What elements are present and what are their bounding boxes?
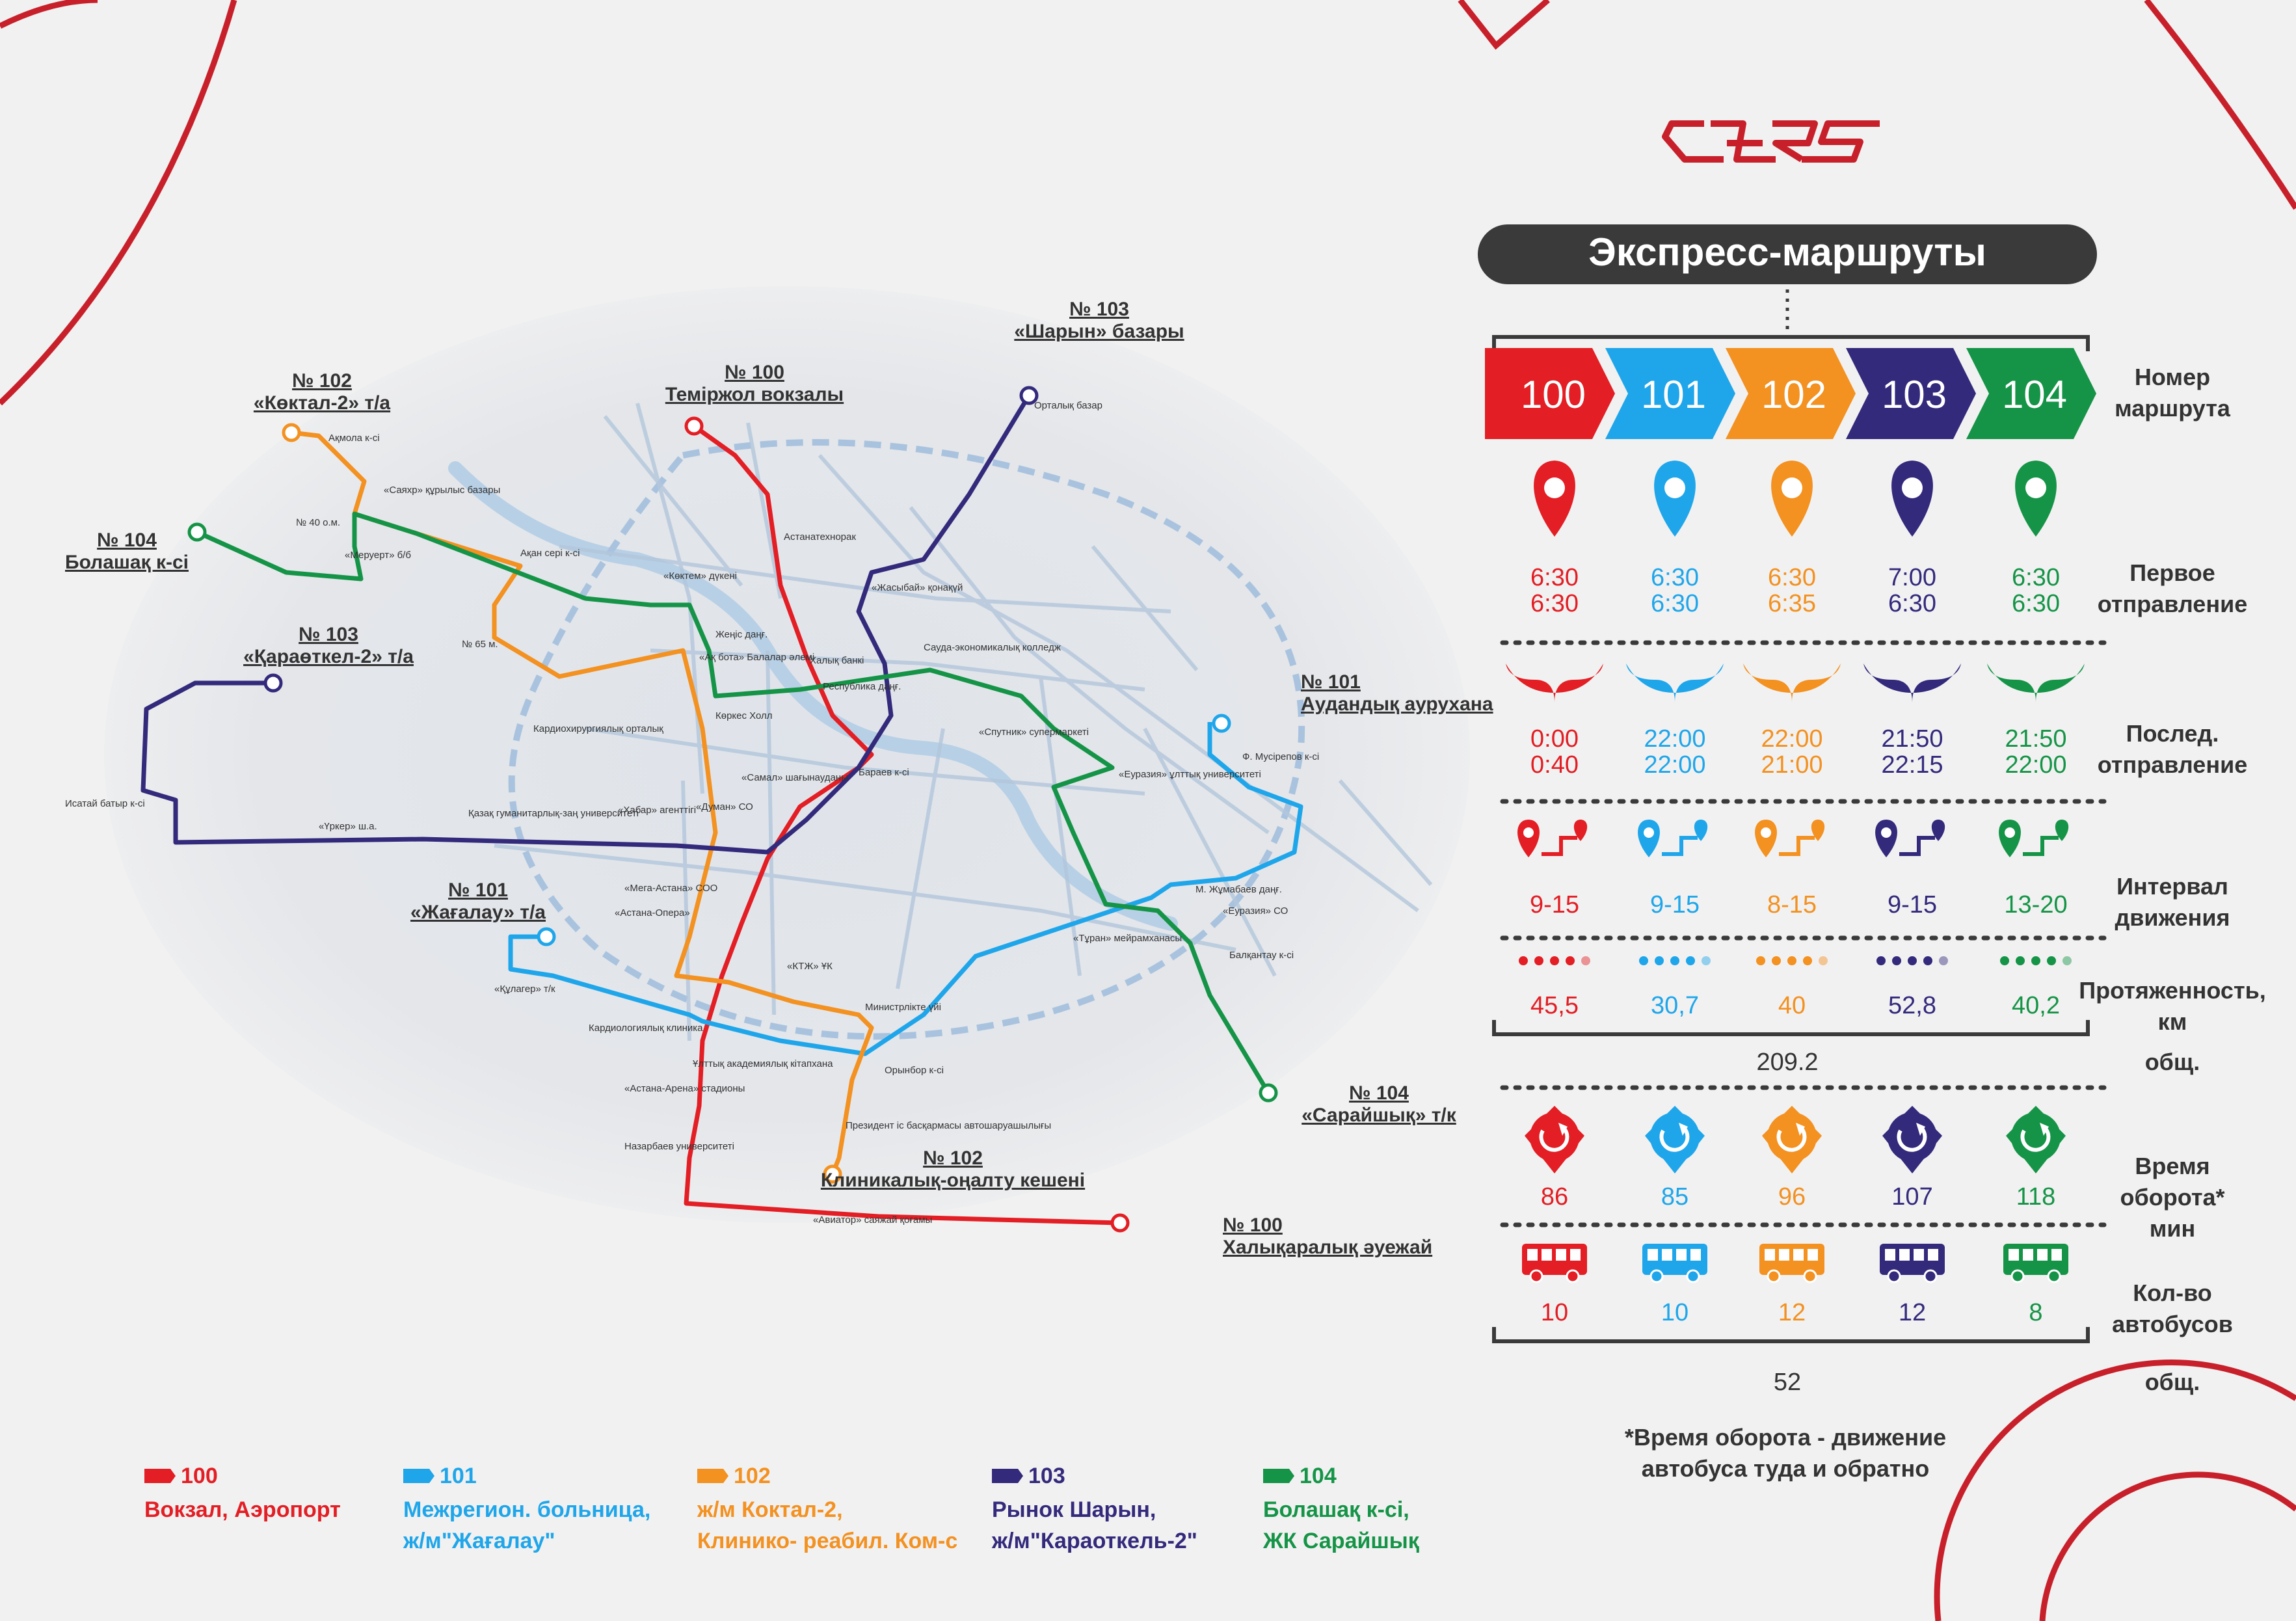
svg-text:21:00: 21:00 bbox=[1761, 751, 1823, 779]
row-label bbox=[2079, 977, 2265, 1035]
route-number-chevron[interactable] bbox=[1605, 348, 1735, 439]
header-pill bbox=[1478, 224, 2097, 332]
first-departure-times bbox=[1888, 564, 1936, 617]
terminal-label bbox=[254, 370, 390, 414]
stop-label: Халық банкі bbox=[810, 655, 864, 666]
svg-text:102: 102 bbox=[1761, 373, 1827, 416]
row-label bbox=[2098, 559, 2247, 617]
svg-text:отправление: отправление bbox=[2097, 591, 2248, 617]
terminal-route-number: № 103 bbox=[1069, 299, 1129, 320]
svg-text:автобусов: автобусов bbox=[2112, 1311, 2233, 1337]
bus-icon bbox=[2003, 1244, 2068, 1282]
total-length-value: 209.2 bbox=[1756, 1049, 1819, 1076]
last-departure-icon bbox=[1743, 663, 1841, 703]
terminal-100-airport[interactable] bbox=[1112, 1215, 1128, 1231]
stop-label: «Мега-Астана» СОО bbox=[624, 883, 718, 894]
stop-label: Президент іс басқармасы автошаруашылығы bbox=[846, 1120, 1052, 1131]
svg-text:103: 103 bbox=[1028, 1464, 1065, 1488]
stop-label: «Саяхр» құрылыс базары bbox=[384, 485, 501, 496]
last-departure-times bbox=[1644, 725, 1705, 779]
page-title: Экспресс-маршруты bbox=[1588, 230, 1986, 274]
stop-label: Бараев к-сі bbox=[859, 767, 909, 778]
terminal-100-station[interactable] bbox=[686, 418, 702, 434]
terminal-route-number: № 104 bbox=[97, 529, 157, 551]
turnaround-value: 107 bbox=[1891, 1183, 1933, 1211]
last-departure-icon bbox=[1863, 663, 1961, 703]
stop-label: Ф. Мусірепов к-сі bbox=[1242, 751, 1320, 762]
last-departure-icon bbox=[1506, 663, 1603, 703]
bus-count-value: 10 bbox=[1540, 1299, 1569, 1326]
last-departure-times bbox=[1881, 725, 1943, 779]
stop-label: Балқантау к-сі bbox=[1229, 950, 1294, 961]
stop-label: Назарбаев университеті bbox=[624, 1141, 734, 1152]
turnaround-value: 86 bbox=[1540, 1183, 1569, 1211]
svg-text:101: 101 bbox=[440, 1464, 477, 1488]
svg-text:автобуса туда и обратно: автобуса туда и обратно bbox=[1641, 1455, 1930, 1482]
location-pin-icon bbox=[1534, 461, 1575, 537]
terminal-name: Клиникалық-оңалту кешені bbox=[820, 1170, 1086, 1191]
svg-text:6:30: 6:30 bbox=[2012, 564, 2060, 591]
turnaround-icon bbox=[2006, 1106, 2066, 1173]
location-pin-icon bbox=[1891, 461, 1933, 537]
stop-label: № 65 м. bbox=[462, 639, 498, 650]
stop-label: «Хабар» агенттігі bbox=[618, 805, 697, 816]
length-dots-icon bbox=[1639, 956, 1711, 965]
stop-label: «Көктем» дүкені bbox=[663, 570, 737, 582]
bus-bracket bbox=[1494, 1327, 2088, 1341]
last-departure-icon bbox=[1626, 663, 1724, 703]
location-pin-icon bbox=[1771, 461, 1813, 537]
route-number-chevron[interactable] bbox=[1726, 348, 1856, 439]
svg-text:6:30: 6:30 bbox=[2012, 590, 2060, 617]
svg-text:6:30: 6:30 bbox=[1888, 590, 1936, 617]
stop-label: Көркес Холл bbox=[715, 710, 773, 721]
turnaround-value: 96 bbox=[1778, 1183, 1806, 1211]
bus-count-value: 10 bbox=[1661, 1299, 1689, 1326]
stop-label: Орынбор к-сі bbox=[885, 1065, 944, 1076]
turnaround-icon bbox=[1645, 1106, 1705, 1173]
legend-item bbox=[991, 1464, 1197, 1553]
terminal-name: Аудандық аурухана bbox=[1301, 693, 1493, 715]
terminal-route-number: № 100 bbox=[1223, 1214, 1283, 1236]
svg-text:мин: мин bbox=[2149, 1215, 2196, 1242]
legend-item bbox=[403, 1464, 650, 1553]
row-label bbox=[2098, 720, 2247, 778]
terminal-name: Болашақ к-сі bbox=[65, 552, 189, 573]
turnaround-value: 118 bbox=[2016, 1183, 2056, 1211]
stop-label: Орталық базар bbox=[1034, 400, 1102, 411]
interval-value: 13-20 bbox=[2004, 891, 2068, 918]
terminal-label bbox=[1223, 1214, 1432, 1258]
legend-chevron-icon bbox=[1263, 1469, 1294, 1483]
route-stats-table bbox=[1485, 337, 2266, 1482]
last-departure-times bbox=[1761, 725, 1822, 779]
svg-text:Номер: Номер bbox=[2134, 364, 2211, 390]
route-interval-icon bbox=[1875, 820, 1945, 857]
svg-text:6:30: 6:30 bbox=[1651, 564, 1699, 591]
svg-text:Кол-во: Кол-во bbox=[2133, 1279, 2212, 1306]
stop-label: «Астана-Опера» bbox=[615, 907, 690, 918]
svg-text:*Время оборота - движение: *Время оборота - движение bbox=[1624, 1424, 1947, 1451]
location-pin-icon bbox=[1654, 461, 1696, 537]
svg-text:22:00: 22:00 bbox=[1644, 751, 1706, 779]
svg-text:Первое: Первое bbox=[2129, 559, 2215, 586]
route-interval-icon bbox=[1755, 820, 1824, 857]
terminal-route-number: № 100 bbox=[725, 362, 784, 383]
bus-icon bbox=[1759, 1244, 1824, 1282]
terminal-name: «Көктал-2» т/а bbox=[253, 392, 391, 414]
stop-label: «Авиатор» саяжай қоғамы bbox=[813, 1214, 933, 1226]
svg-text:104: 104 bbox=[2001, 373, 2068, 416]
terminal-name: «Қараөткел-2» т/а bbox=[243, 646, 414, 667]
stop-label: «Құлагер» т/к bbox=[494, 984, 555, 995]
stop-label: «Жасыбай» қонақүй bbox=[872, 582, 963, 593]
terminal-route-number: № 102 bbox=[923, 1147, 983, 1169]
svg-text:Время: Время bbox=[2135, 1153, 2210, 1179]
terminal-name: «Шарын» базары bbox=[1014, 321, 1184, 342]
bus-count-value: 8 bbox=[2029, 1299, 2043, 1326]
length-value: 40,2 bbox=[2012, 992, 2060, 1019]
stop-label: Исатай батыр к-сі bbox=[65, 798, 145, 809]
stop-label: Кардиохирургиялық орталық bbox=[533, 723, 663, 734]
turnaround-value: 85 bbox=[1661, 1183, 1689, 1211]
bus-icon bbox=[1522, 1244, 1587, 1282]
row-label bbox=[2112, 1279, 2233, 1337]
svg-text:км: км bbox=[2157, 1008, 2187, 1035]
total-buses-value: 52 bbox=[1773, 1369, 1802, 1396]
stop-label: Қазақ гуманитарлық-заң университеті bbox=[468, 808, 639, 819]
svg-text:103: 103 bbox=[1881, 373, 1947, 416]
terminal-name: «Жағалау» т/а bbox=[410, 902, 546, 923]
stop-label: Жеңіс даңғ. bbox=[715, 629, 768, 640]
first-departure-times bbox=[1651, 564, 1699, 617]
svg-text:Интервал: Интервал bbox=[2116, 873, 2228, 900]
bus-icon bbox=[1880, 1244, 1945, 1282]
turnaround-icon bbox=[1762, 1106, 1822, 1173]
route-interval-icon bbox=[1999, 820, 2068, 857]
stop-label: «Ақ бота» Балалар әлемі bbox=[699, 652, 815, 663]
length-dots-icon bbox=[1756, 956, 1828, 965]
total-length-label: общ. bbox=[2144, 1049, 2200, 1075]
terminal-104-saraishyk[interactable] bbox=[1261, 1085, 1276, 1101]
stop-label: «Еуразия» СО bbox=[1223, 905, 1288, 917]
svg-text:0:40: 0:40 bbox=[1530, 751, 1579, 779]
row-label bbox=[2115, 364, 2231, 422]
bus-icon bbox=[1642, 1244, 1707, 1282]
terminal-101-hospital[interactable] bbox=[1214, 716, 1229, 731]
terminal-name: «Сарайшық» т/к bbox=[1302, 1105, 1456, 1126]
legend-item bbox=[144, 1464, 341, 1522]
route-legend bbox=[144, 1464, 1420, 1553]
stop-label: Ақмола к-сі bbox=[328, 433, 380, 444]
stop-label: «Үркер» ш.а. bbox=[319, 821, 377, 832]
svg-text:Послед.: Послед. bbox=[2126, 720, 2219, 747]
interval-value: 8-15 bbox=[1767, 891, 1817, 918]
svg-text:6:30: 6:30 bbox=[1530, 590, 1579, 617]
stop-label: Ақан серi к-сі bbox=[520, 548, 580, 559]
svg-text:22:00: 22:00 bbox=[1761, 725, 1823, 753]
turnaround-icon bbox=[1525, 1106, 1584, 1173]
terminal-route-number: № 104 bbox=[1349, 1082, 1409, 1104]
svg-text:маршрута: маршрута bbox=[2115, 395, 2230, 422]
stop-label: «Еуразия» ұлттық университеті bbox=[1119, 769, 1261, 780]
svg-text:6:35: 6:35 bbox=[1768, 590, 1816, 617]
terminal-name: Теміржол вокзалы bbox=[665, 384, 844, 405]
last-departure-times bbox=[1530, 725, 1579, 779]
length-value: 45,5 bbox=[1530, 992, 1579, 1019]
row-label bbox=[2115, 873, 2230, 931]
last-departure-times bbox=[2005, 725, 2066, 779]
svg-text:ж/м Коктал-2,: ж/м Коктал-2, bbox=[697, 1497, 843, 1522]
terminal-label bbox=[1014, 299, 1184, 342]
interval-value: 9-15 bbox=[1887, 891, 1938, 918]
interval-value: 9-15 bbox=[1529, 891, 1580, 918]
stop-label: Ұлттық академиялық кітапхана bbox=[693, 1058, 833, 1069]
length-value: 30,7 bbox=[1651, 992, 1699, 1019]
svg-text:22:00: 22:00 bbox=[2005, 751, 2067, 779]
terminal-103-karaotkel[interactable] bbox=[265, 675, 281, 691]
svg-text:Клинико- реабил. Ком-с: Клинико- реабил. Ком-с bbox=[697, 1529, 958, 1553]
svg-text:Рынок Шарын,: Рынок Шарын, bbox=[992, 1497, 1156, 1522]
first-departure-times bbox=[1530, 564, 1579, 617]
first-departure-times bbox=[1768, 564, 1816, 617]
svg-text:6:30: 6:30 bbox=[1651, 590, 1699, 617]
terminal-101-zhagalau[interactable] bbox=[539, 929, 554, 944]
svg-text:ж/м"Жағалау": ж/м"Жағалау" bbox=[403, 1529, 555, 1553]
svg-text:Протяженность,: Протяженность, bbox=[2079, 977, 2266, 1004]
legend-chevron-icon bbox=[403, 1469, 434, 1483]
first-departure-times bbox=[2012, 564, 2060, 617]
svg-text:оборота*: оборота* bbox=[2120, 1184, 2225, 1211]
last-departure-icon bbox=[1987, 663, 2085, 703]
length-dots-icon bbox=[1519, 956, 1590, 965]
svg-text:Вокзал, Аэропорт: Вокзал, Аэропорт bbox=[144, 1497, 341, 1522]
svg-text:22:00: 22:00 bbox=[1644, 725, 1706, 753]
total-buses-label: общ. bbox=[2144, 1369, 2200, 1395]
footnote bbox=[1625, 1424, 1946, 1482]
route-number-chevron[interactable] bbox=[1846, 348, 1976, 439]
alrs-logo bbox=[1665, 124, 1880, 159]
stop-label: «КТЖ» ҰК bbox=[787, 961, 833, 972]
svg-text:100: 100 bbox=[1520, 373, 1586, 416]
legend-chevron-icon bbox=[697, 1469, 728, 1483]
route-map bbox=[65, 286, 1493, 1258]
stop-label: «Тұран» мейрамханасы bbox=[1073, 933, 1182, 944]
terminal-label bbox=[1302, 1082, 1457, 1126]
stop-label: «Самал» шағынауданы bbox=[741, 772, 848, 783]
length-bracket bbox=[1494, 1020, 2088, 1034]
terminal-route-number: № 103 bbox=[299, 624, 358, 645]
stop-label: № 40 о.м. bbox=[296, 517, 341, 528]
stop-label: М. Жұмабаев даңғ. bbox=[1195, 884, 1282, 895]
legend-chevron-icon bbox=[144, 1469, 176, 1483]
stop-label: «Спутник» супермаркеті bbox=[979, 727, 1089, 738]
location-pin-icon bbox=[2015, 461, 2057, 537]
terminal-route-number: № 101 bbox=[448, 879, 508, 901]
svg-text:104: 104 bbox=[1300, 1464, 1337, 1488]
length-value: 40 bbox=[1778, 992, 1806, 1019]
svg-text:21:50: 21:50 bbox=[1881, 725, 1943, 753]
terminal-name: Халықаралық әуежай bbox=[1223, 1237, 1433, 1258]
row-label bbox=[2120, 1153, 2225, 1242]
svg-text:отправление: отправление bbox=[2097, 751, 2248, 778]
svg-text:ЖК Сарайшық: ЖК Сарайшық bbox=[1263, 1529, 1419, 1553]
svg-text:100: 100 bbox=[181, 1464, 218, 1488]
turnaround-icon bbox=[1882, 1106, 1942, 1173]
route-number-chevron[interactable] bbox=[1485, 348, 1615, 439]
terminal-route-number: № 102 bbox=[292, 370, 352, 392]
length-dots-icon bbox=[2000, 956, 2072, 965]
terminal-label bbox=[65, 529, 189, 573]
stop-label: Кардиологиялық клиника bbox=[589, 1023, 703, 1034]
svg-text:22:15: 22:15 bbox=[1881, 751, 1943, 779]
legend-item bbox=[697, 1464, 957, 1553]
stop-label: Республика даңғ. bbox=[823, 681, 901, 692]
bus-count-value: 12 bbox=[1778, 1299, 1806, 1326]
terminal-102-koktal[interactable] bbox=[284, 425, 299, 440]
length-dots-icon bbox=[1876, 956, 1948, 965]
stop-label: «Астана-Арена» стадионы bbox=[624, 1083, 745, 1094]
svg-text:ж/м"Караоткель-2": ж/м"Караоткель-2" bbox=[992, 1529, 1197, 1553]
svg-text:7:00: 7:00 bbox=[1888, 564, 1936, 591]
stop-label: Астанатехнорак bbox=[784, 531, 856, 543]
svg-text:6:30: 6:30 bbox=[1530, 564, 1579, 591]
legend-item bbox=[1262, 1464, 1420, 1553]
route-interval-icon bbox=[1638, 820, 1707, 857]
svg-text:21:50: 21:50 bbox=[2005, 725, 2067, 753]
stop-label: «Думан» СО bbox=[696, 801, 753, 812]
bus-count-value: 12 bbox=[1898, 1299, 1927, 1326]
svg-text:6:30: 6:30 bbox=[1768, 564, 1816, 591]
length-value: 52,8 bbox=[1888, 992, 1936, 1019]
route-number-chevron[interactable] bbox=[1966, 348, 2096, 439]
route-interval-icon bbox=[1517, 820, 1587, 857]
legend-chevron-icon bbox=[992, 1469, 1023, 1483]
stop-label: Министрлікте үйі bbox=[865, 1002, 941, 1013]
interval-value: 9-15 bbox=[1649, 891, 1700, 918]
svg-text:движения: движения bbox=[2115, 904, 2230, 931]
terminal-route-number: № 101 bbox=[1301, 671, 1361, 693]
stop-label: Сауда-экономикалық колледж bbox=[924, 642, 1061, 653]
svg-text:Болашақ к-сi,: Болашақ к-сi, bbox=[1263, 1497, 1409, 1522]
terminal-104-bolashak[interactable] bbox=[189, 524, 205, 540]
svg-text:0:00: 0:00 bbox=[1530, 725, 1579, 753]
svg-text:101: 101 bbox=[1640, 373, 1707, 416]
svg-text:102: 102 bbox=[734, 1464, 771, 1488]
stop-label: «Меруерт» б/б bbox=[345, 550, 411, 561]
svg-text:Межрегион. больница,: Межрегион. больница, bbox=[403, 1497, 651, 1522]
